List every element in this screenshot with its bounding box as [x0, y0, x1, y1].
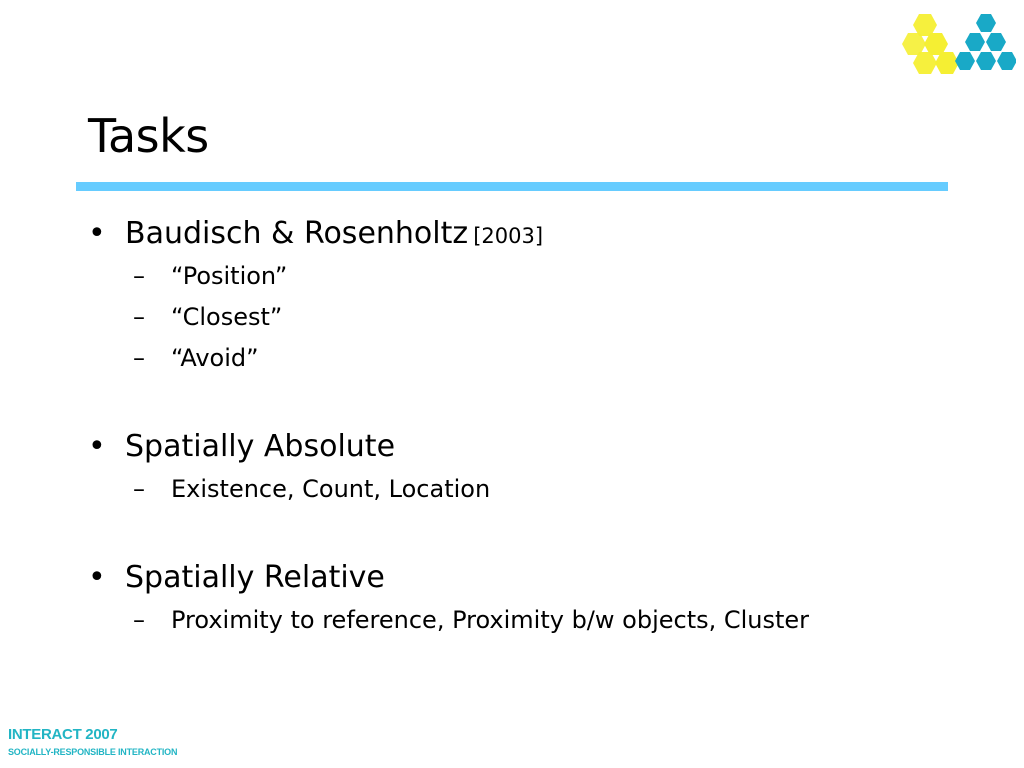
title-divider: [76, 182, 948, 191]
honeycomb-logo-icon: [896, 10, 1016, 82]
sub-item-text: Existence, Count, Location: [171, 475, 491, 503]
bullet-text: Spatially Absolute: [125, 429, 396, 464]
footer-brand: [8, 726, 177, 758]
sub-item-position: [133, 256, 968, 297]
sub-item-text: “Position”: [171, 262, 288, 290]
sub-item-existence-count-location: [133, 469, 968, 510]
sub-item-proximity-cluster: [133, 600, 968, 641]
sub-list: [133, 256, 968, 379]
bullet-item-spatially-relative: [88, 558, 968, 641]
sub-item-text: “Closest”: [171, 303, 283, 331]
footer-conference-tagline: SOCIALLY-RESPONSIBLE INTERACTION: [8, 747, 178, 757]
bullet-text: Spatially Relative: [125, 560, 385, 595]
yellow-honeycomb-group: [902, 14, 959, 74]
bullet-item-spatially-absolute: [88, 427, 968, 510]
sub-item-closest: [133, 297, 968, 338]
sub-list: [133, 600, 968, 641]
sub-bullet-dash: –: [133, 303, 145, 331]
sub-list: [133, 469, 968, 510]
bullet-dot: •: [88, 216, 106, 251]
citation: [2003]: [473, 224, 544, 248]
sub-bullet-dash: –: [133, 606, 145, 634]
sub-bullet-dash: –: [133, 262, 145, 290]
sub-bullet-dash: –: [133, 475, 145, 503]
sub-item-text: “Avoid”: [171, 344, 259, 372]
sub-item-text: Proximity to reference, Proximity b/w objects, Cluster: [171, 606, 810, 634]
bullet-list: [88, 214, 968, 641]
bullet-dot: •: [88, 560, 106, 595]
bullet-item-baudisch: [88, 214, 968, 379]
sub-item-avoid: [133, 338, 968, 379]
footer-conference-title: INTERACT 2007: [8, 726, 118, 743]
sub-bullet-dash: –: [133, 344, 145, 372]
bullet-text: Baudisch & Rosenholtz: [125, 216, 469, 251]
slide-title: Tasks: [88, 109, 209, 163]
bullet-dot: •: [88, 429, 106, 464]
teal-honeycomb-group: [955, 14, 1016, 70]
